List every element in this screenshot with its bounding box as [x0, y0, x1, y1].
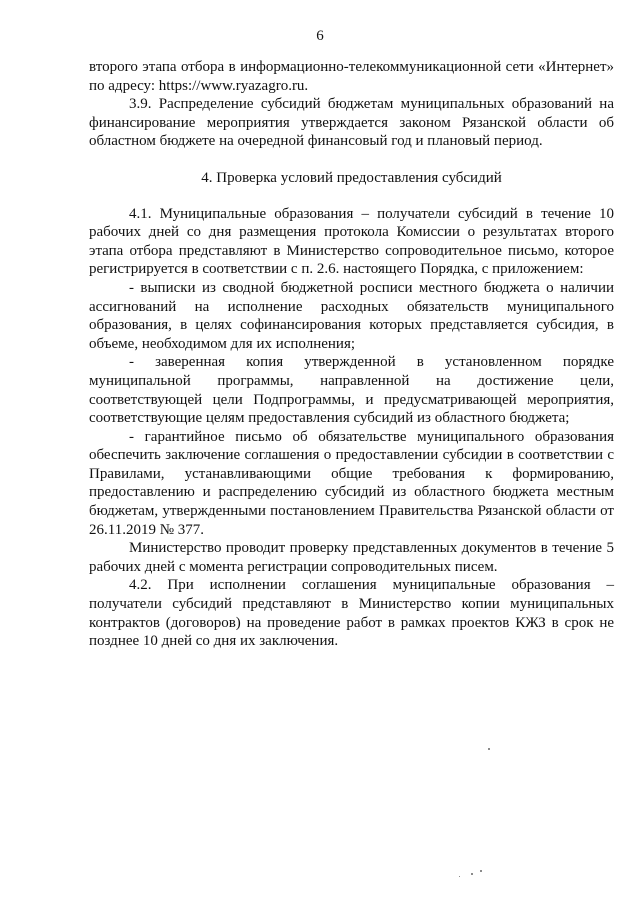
document-body: [89, 58, 614, 651]
scan-speck: [488, 748, 490, 750]
section-heading: 4. Проверка условий предоставления субсидий: [201, 169, 502, 186]
scan-speck: [471, 873, 473, 875]
paragraph-3-9: 3.9. Распределение субсидий бюджетам муниципальных образований на финансирование мероприятия утверждается законом Рязанской области об областном бюджете на очередной финансовый год и плановый период.: [89, 96, 614, 150]
page-number: 6: [316, 28, 324, 44]
scan-speck: [459, 876, 460, 877]
paragraph-4-2: 4.2. При исполнении соглашения муниципальные образования – получатели субсидий представляют в Министерство копии муниципальных контрактов (договоров) на проведение работ в рамках проектов КЖЗ в срок не позднее 10 дней со дня их заключения.: [89, 577, 614, 650]
list-item-budget-extract: - выписки из сводной бюджетной росписи местного бюджета о наличии ассигнований на исполнение расходных обязательств муниципального образования, в целях софинансирования которых представляется субсидия, в объеме, необходимом для их исполнения;: [89, 279, 614, 352]
list-item-guarantee-letter: - гарантийное письмо об обязательстве муниципального образования обеспечить заключение соглашения о предоставлении субсидии в соответствии с Правилами, устанавливающими общие требования к формированию, предоставлению и распределению субсидий из областного бюджета местным бюджетам, утвержденными постановлением Правительства Рязанской области от 26.11.2019 № 377.: [89, 428, 614, 538]
list-item-program-copy: - заверенная копия утвержденной в установленном порядке муниципальной программы, направленной на достижение цели, соответствующей цели Подпрограммы, и предусматривающей мероприятия, соответствующие целям предоставления субсидий из областного бюджета;: [89, 354, 614, 427]
paragraph-4-1: 4.1. Муниципальные образования – получатели субсидий в течение 10 рабочих дней со дня размещения протокола Комиссии о результатах второго этапа отбора представляют в Министерство сопроводительное письмо, которое регистрируется в соответствии с п. 2.6. настоящего Порядка, с приложением:: [89, 205, 614, 278]
paragraph-ministry-check: Министерство проводит проверку представленных документов в течение 5 рабочих дней с момента регистрации сопроводительных писем.: [89, 540, 614, 575]
scan-speck: [480, 870, 482, 872]
paragraph-continuation: второго этапа отбора в информационно-телекоммуникационной сети «Интернет» по адресу: https://www.ryazagro.ru.: [89, 59, 614, 94]
